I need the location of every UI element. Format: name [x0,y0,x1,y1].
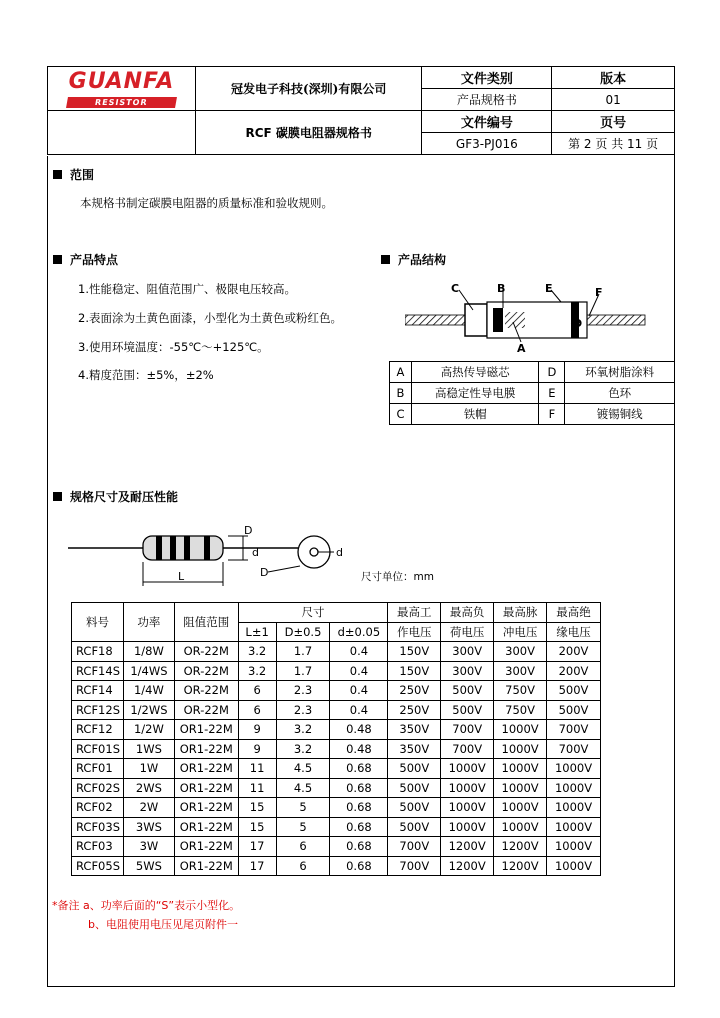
table-cell: 2.3 [276,681,330,701]
col-header-v4: 最高绝 [547,603,601,623]
table-cell: 3WS [123,817,174,837]
table-cell: 11 [238,778,276,798]
col-header-v2b: 荷电压 [441,622,494,642]
scope-heading: 范围 [53,166,94,183]
note-a: *备注 a、功率后面的“S”表示小型化。 [52,899,241,912]
table-row [72,778,601,798]
table-cell: RCF14 [72,681,124,701]
table-cell: OR1-22M [174,837,238,857]
spec-heading: 规格尺寸及耐压性能 [53,488,178,505]
note-b: b、电阻使用电压见尾页附件一 [88,918,238,931]
diagram-label: B [497,282,506,295]
feature-item: 3.使用环境温度：-55℃～+125℃。 [78,340,269,354]
table-cell: RCF01S [72,739,124,759]
table-cell: 1000V [494,759,547,779]
table-cell: 1000V [494,720,547,740]
table-cell: 2.3 [276,700,330,720]
table-cell: 700V [388,837,441,857]
table-cell: OR-22M [174,681,238,701]
structure-cell: 镀锡铜线 [565,404,675,425]
table-cell: 6 [238,700,276,720]
table-cell: 1200V [494,837,547,857]
company-logo [48,67,196,111]
bullet-square-icon [53,492,62,501]
table-cell: 300V [441,642,494,662]
structure-row [390,362,675,383]
col-header-range: 阻值范围 [174,603,238,642]
table-cell: 1000V [494,778,547,798]
doc-type-label: 文件类别 [422,67,552,89]
table-cell: 0.48 [330,739,388,759]
table-cell: 1/8W [123,642,174,662]
table-cell: 1/2W [123,720,174,740]
diagram-label: F [595,286,603,299]
table-cell: 500V [388,759,441,779]
table-cell: 9 [238,739,276,759]
structure-cell: E [539,383,565,404]
table-cell: 4.5 [276,778,330,798]
version-value: 01 [552,89,675,111]
table-row [72,739,601,759]
table-cell: 1000V [441,817,494,837]
table-row [72,856,601,876]
table-cell: RCF14S [72,661,124,681]
table-cell: 200V [547,642,601,662]
table-cell: 200V [547,661,601,681]
diagram-label: A [517,342,526,354]
table-cell: 700V [441,739,494,759]
table-cell: 1000V [547,798,601,818]
table-cell: 1000V [441,778,494,798]
table-cell: RCF05S [72,856,124,876]
dim-label-d2: d [336,546,343,559]
table-cell: 2WS [123,778,174,798]
table-cell: 250V [388,681,441,701]
logo-band: RESISTOR [66,97,176,108]
col-header-L: L±1 [238,622,276,642]
table-cell: 0.48 [330,720,388,740]
structure-row [390,404,675,425]
table-cell: OR-22M [174,661,238,681]
table-row [72,817,601,837]
table-cell: OR1-22M [174,759,238,779]
table-cell: 3.2 [276,739,330,759]
table-cell: 750V [494,681,547,701]
table-cell: 1000V [494,739,547,759]
feature-item: 1.性能稳定、阻值范围广、极限电压较高。 [78,282,296,296]
structure-row [390,383,675,404]
table-cell: 5 [276,817,330,837]
table-row [72,661,601,681]
col-header-size: 尺寸 [238,603,388,623]
col-header-v3: 最高脉 [494,603,547,623]
col-header-D: D±0.5 [276,622,330,642]
diagram-label: D [573,317,583,330]
table-cell: 1/4W [123,681,174,701]
table-cell: 1200V [494,856,547,876]
table-cell: 1200V [441,856,494,876]
table-cell: 1W [123,759,174,779]
table-cell: 6 [276,856,330,876]
table-cell: 0.4 [330,661,388,681]
table-cell: 3.2 [276,720,330,740]
table-cell: OR1-22M [174,856,238,876]
diagram-label: C [451,282,460,295]
table-cell: RCF01 [72,759,124,779]
doc-no-value: GF3-PJ016 [422,133,552,155]
table-cell: 1000V [547,856,601,876]
doc-title: RCF 碳膜电阻器规格书 [195,111,422,155]
structure-cell: 环氧树脂涂料 [565,362,675,383]
col-header-v1b: 作电压 [388,622,441,642]
table-cell: RCF18 [72,642,124,662]
table-cell: 6 [238,681,276,701]
table-cell: 0.4 [330,700,388,720]
table-cell: 1000V [441,798,494,818]
table-cell: 500V [388,778,441,798]
header-table [47,66,675,155]
table-cell: 6 [276,837,330,857]
table-cell: 700V [388,856,441,876]
table-cell: 11 [238,759,276,779]
page-label: 页号 [552,111,675,133]
table-cell: 350V [388,739,441,759]
structure-cell: A [390,362,412,383]
dimension-diagram [68,522,368,592]
table-cell: 500V [388,817,441,837]
doc-type-value: 产品规格书 [422,89,552,111]
table-row [72,642,601,662]
table-cell: 1000V [494,817,547,837]
table-cell: 5WS [123,856,174,876]
table-cell: 17 [238,856,276,876]
table-cell: 500V [441,700,494,720]
table-row [72,700,601,720]
unit-note: 尺寸单位：mm [361,571,434,583]
table-cell: 2W [123,798,174,818]
structure-cell: F [539,404,565,425]
table-cell: RCF12 [72,720,124,740]
features-heading: 产品特点 [53,251,118,268]
table-cell: 750V [494,700,547,720]
table-cell: 15 [238,798,276,818]
structure-cell: 色环 [565,383,675,404]
col-header-v4b: 缘电压 [547,622,601,642]
structure-cell: 高热传导磁芯 [411,362,539,383]
table-cell: OR-22M [174,642,238,662]
structure-cell: B [390,383,412,404]
structure-cell: 铁帽 [411,404,539,425]
table-cell: 500V [388,798,441,818]
table-cell: 0.68 [330,798,388,818]
col-header-power: 功率 [123,603,174,642]
table-cell: OR1-22M [174,739,238,759]
structure-heading: 产品结构 [381,251,446,268]
page-value: 第 2 页 共 11 页 [552,133,675,155]
table-cell: RCF12S [72,700,124,720]
bullet-square-icon [53,170,62,179]
table-cell: 500V [547,681,601,701]
structure-cell: C [390,404,412,425]
table-cell: 17 [238,837,276,857]
table-cell: 0.68 [330,856,388,876]
col-header-v2: 最高负 [441,603,494,623]
table-cell: OR1-22M [174,720,238,740]
doc-no-label: 文件编号 [422,111,552,133]
table-cell: 700V [441,720,494,740]
table-cell: 1WS [123,739,174,759]
table-cell: 3.2 [238,661,276,681]
dim-label-D2: D [260,566,269,579]
table-cell: 9 [238,720,276,740]
table-cell: 0.68 [330,837,388,857]
structure-table [389,361,675,425]
feature-item: 4.精度范围：±5%，±2% [78,368,214,382]
structure-cell: D [539,362,565,383]
table-cell: OR1-22M [174,798,238,818]
table-cell: 1.7 [276,642,330,662]
dim-label-D: D [244,524,253,537]
table-row [72,759,601,779]
col-header-v1: 最高工 [388,603,441,623]
structure-cell: 高稳定性导电膜 [411,383,539,404]
table-cell: 150V [388,661,441,681]
table-cell: 700V [547,720,601,740]
table-cell: 1000V [547,759,601,779]
dim-label-L: L [178,570,185,583]
table-cell: 1000V [441,759,494,779]
table-cell: 1000V [494,798,547,818]
table-cell: 4.5 [276,759,330,779]
table-cell: 150V [388,642,441,662]
table-cell: 1200V [441,837,494,857]
table-cell: RCF02S [72,778,124,798]
table-cell: 500V [547,700,601,720]
table-cell: 1/2WS [123,700,174,720]
dim-label-d: d [252,546,259,559]
col-header-d: d±0.05 [330,622,388,642]
table-cell: 1/4WS [123,661,174,681]
table-cell: 3W [123,837,174,857]
table-cell: 1000V [547,817,601,837]
table-row [72,720,601,740]
table-cell: 250V [388,700,441,720]
table-row [72,798,601,818]
table-cell: 15 [238,817,276,837]
table-row [72,837,601,857]
logo-text: GUANFA [68,69,175,94]
table-cell: 0.68 [330,759,388,779]
table-cell: 300V [494,661,547,681]
scope-text: 本规格书制定碳膜电阻器的质量标准和验收规则。 [80,196,333,210]
table-cell: 300V [441,661,494,681]
table-cell: 1000V [547,837,601,857]
table-cell: OR-22M [174,700,238,720]
table-cell: 1.7 [276,661,330,681]
table-cell: 0.4 [330,681,388,701]
version-label: 版本 [552,67,675,89]
diagram-label: E [545,282,553,295]
table-cell: OR1-22M [174,817,238,837]
table-cell: 350V [388,720,441,740]
company-name: 冠发电子科技(深圳)有限公司 [195,67,422,111]
table-cell: RCF03 [72,837,124,857]
table-cell: 1000V [547,778,601,798]
table-cell: 700V [547,739,601,759]
table-cell: 0.4 [330,642,388,662]
bullet-square-icon [53,255,62,264]
table-cell: 3.2 [238,642,276,662]
table-row [72,681,601,701]
bullet-square-icon [381,255,390,264]
table-cell: RCF03S [72,817,124,837]
table-cell: 0.68 [330,817,388,837]
resistor-structure-diagram [405,282,655,354]
feature-item: 2.表面涂为土黄色面漆，小型化为土黄色或粉红色。 [78,311,342,325]
table-cell: 0.68 [330,778,388,798]
table-cell: 500V [441,681,494,701]
table-cell: 5 [276,798,330,818]
col-header-model: 料号 [72,603,124,642]
spec-table [71,602,601,876]
table-cell: RCF02 [72,798,124,818]
col-header-v3b: 冲电压 [494,622,547,642]
table-cell: 300V [494,642,547,662]
table-cell: OR1-22M [174,778,238,798]
